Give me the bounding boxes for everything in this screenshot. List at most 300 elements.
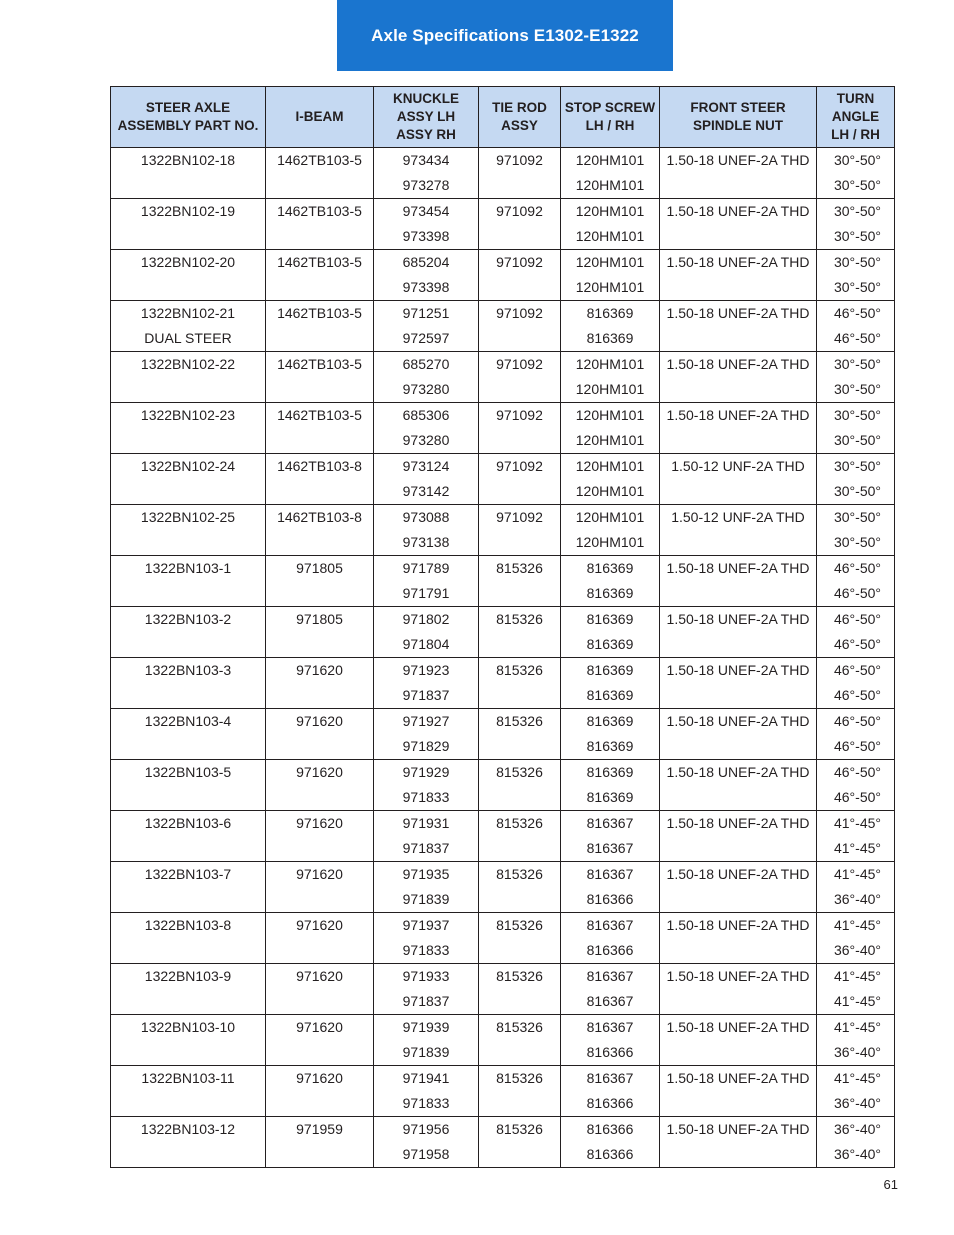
tie-rod-assy-cell	[479, 734, 561, 760]
steer-axle-part-no-cell: 1322BN102-20	[111, 250, 266, 276]
steer-axle-part-no-cell	[111, 275, 266, 301]
i-beam-cell	[266, 1040, 374, 1066]
page-title: Axle Specifications E1302-E1322	[371, 25, 639, 45]
steer-axle-part-no-cell: 1322BN103-6	[111, 811, 266, 837]
steer-axle-part-no-cell: 1322BN103-2	[111, 607, 266, 633]
steer-axle-part-no-cell	[111, 1142, 266, 1168]
spindle-nut-cell	[660, 173, 817, 199]
stop-screw-cell: 120HM101	[561, 199, 660, 225]
table-row	[111, 1091, 895, 1117]
i-beam-cell	[266, 734, 374, 760]
steer-axle-part-no-cell	[111, 581, 266, 607]
spindle-nut-cell: 1.50-18 UNEF-2A THD	[660, 862, 817, 888]
stop-screw-cell: 816367	[561, 836, 660, 862]
knuckle-assy-cell: 971833	[374, 1091, 479, 1117]
knuckle-assy-cell: 971839	[374, 1040, 479, 1066]
table-row	[111, 352, 895, 378]
page-number: 61	[883, 1177, 898, 1192]
steer-axle-part-no-cell	[111, 428, 266, 454]
table-row	[111, 326, 895, 352]
stop-screw-cell: 816369	[561, 632, 660, 658]
i-beam-cell: 971620	[266, 964, 374, 990]
i-beam-cell	[266, 1091, 374, 1117]
knuckle-assy-cell: 685306	[374, 403, 479, 429]
turn-angle-cell: 30°-50°	[817, 199, 895, 225]
stop-screw-cell: 120HM101	[561, 377, 660, 403]
steer-axle-part-no-cell: 1322BN102-22	[111, 352, 266, 378]
turn-angle-cell: 41°-45°	[817, 1015, 895, 1041]
i-beam-cell	[266, 836, 374, 862]
i-beam-cell: 971620	[266, 811, 374, 837]
steer-axle-part-no-cell	[111, 530, 266, 556]
turn-angle-cell: 41°-45°	[817, 964, 895, 990]
knuckle-assy-cell: 685270	[374, 352, 479, 378]
spindle-nut-cell	[660, 275, 817, 301]
steer-axle-part-no-cell	[111, 173, 266, 199]
spindle-nut-cell: 1.50-18 UNEF-2A THD	[660, 658, 817, 684]
stop-screw-cell: 816367	[561, 913, 660, 939]
knuckle-assy-cell: 971837	[374, 683, 479, 709]
spindle-nut-cell	[660, 581, 817, 607]
spindle-nut-cell: 1.50-18 UNEF-2A THD	[660, 556, 817, 582]
spindle-nut-cell: 1.50-18 UNEF-2A THD	[660, 301, 817, 327]
stop-screw-cell: 816367	[561, 1015, 660, 1041]
table-row	[111, 556, 895, 582]
table-header-row	[111, 87, 895, 148]
tie-rod-assy-cell: 971092	[479, 454, 561, 480]
header-text: I-BEAM	[295, 109, 344, 124]
table-row	[111, 658, 895, 684]
turn-angle-cell: 46°-50°	[817, 734, 895, 760]
knuckle-assy-cell: 971837	[374, 836, 479, 862]
header-text: TIE ROD	[492, 100, 547, 115]
table-row	[111, 709, 895, 735]
turn-angle-cell: 30°-50°	[817, 352, 895, 378]
stop-screw-cell: 120HM101	[561, 250, 660, 276]
table-row	[111, 734, 895, 760]
i-beam-cell: 971805	[266, 607, 374, 633]
steer-axle-part-no-cell: 1322BN102-21	[111, 301, 266, 327]
turn-angle-cell: 30°-50°	[817, 148, 895, 174]
stop-screw-cell: 816369	[561, 658, 660, 684]
tie-rod-assy-cell: 815326	[479, 913, 561, 939]
turn-angle-cell: 30°-50°	[817, 403, 895, 429]
turn-angle-cell: 41°-45°	[817, 862, 895, 888]
steer-axle-part-no-cell	[111, 224, 266, 250]
spindle-nut-cell	[660, 530, 817, 556]
knuckle-assy-cell: 973398	[374, 275, 479, 301]
table-row	[111, 607, 895, 633]
knuckle-assy-cell: 971804	[374, 632, 479, 658]
tie-rod-assy-cell	[479, 224, 561, 250]
table-row	[111, 530, 895, 556]
tie-rod-assy-cell	[479, 836, 561, 862]
turn-angle-cell: 30°-50°	[817, 377, 895, 403]
tie-rod-assy-cell	[479, 275, 561, 301]
stop-screw-cell: 816366	[561, 938, 660, 964]
knuckle-assy-cell: 971935	[374, 862, 479, 888]
i-beam-cell: 1462TB103-5	[266, 352, 374, 378]
knuckle-assy-cell: 971791	[374, 581, 479, 607]
spindle-nut-cell	[660, 479, 817, 505]
steer-axle-part-no-cell	[111, 632, 266, 658]
stop-screw-cell: 816369	[561, 556, 660, 582]
i-beam-cell: 1462TB103-8	[266, 505, 374, 531]
knuckle-assy-cell: 971833	[374, 785, 479, 811]
tie-rod-assy-cell: 971092	[479, 505, 561, 531]
stop-screw-cell: 816366	[561, 1142, 660, 1168]
steer-axle-part-no-cell	[111, 683, 266, 709]
table-row	[111, 454, 895, 480]
knuckle-assy-cell: 971839	[374, 887, 479, 913]
turn-angle-cell: 36°-40°	[817, 1142, 895, 1168]
table-row	[111, 1117, 895, 1143]
i-beam-cell	[266, 428, 374, 454]
i-beam-cell: 971620	[266, 709, 374, 735]
table-row	[111, 428, 895, 454]
spindle-nut-cell	[660, 734, 817, 760]
tie-rod-assy-cell	[479, 683, 561, 709]
i-beam-cell	[266, 530, 374, 556]
spindle-nut-cell	[660, 224, 817, 250]
spindle-nut-cell	[660, 938, 817, 964]
spindle-nut-cell: 1.50-18 UNEF-2A THD	[660, 403, 817, 429]
spindle-nut-cell	[660, 785, 817, 811]
stop-screw-cell: 816367	[561, 811, 660, 837]
knuckle-assy-cell: 971956	[374, 1117, 479, 1143]
stop-screw-cell: 816366	[561, 1091, 660, 1117]
table-row	[111, 938, 895, 964]
turn-angle-cell: 46°-50°	[817, 326, 895, 352]
table-row	[111, 785, 895, 811]
stop-screw-cell: 816367	[561, 862, 660, 888]
header-i-beam	[266, 87, 374, 148]
tie-rod-assy-cell: 815326	[479, 1015, 561, 1041]
table-row	[111, 224, 895, 250]
stop-screw-cell: 120HM101	[561, 530, 660, 556]
table-row	[111, 301, 895, 327]
tie-rod-assy-cell	[479, 479, 561, 505]
turn-angle-cell: 46°-50°	[817, 683, 895, 709]
i-beam-cell: 971620	[266, 913, 374, 939]
stop-screw-cell: 120HM101	[561, 275, 660, 301]
i-beam-cell: 1462TB103-5	[266, 148, 374, 174]
spindle-nut-cell	[660, 377, 817, 403]
steer-axle-part-no-cell	[111, 938, 266, 964]
steer-axle-part-no-cell	[111, 1040, 266, 1066]
spindle-nut-cell: 1.50-18 UNEF-2A THD	[660, 1117, 817, 1143]
turn-angle-cell: 41°-45°	[817, 989, 895, 1015]
spindle-nut-cell	[660, 1040, 817, 1066]
turn-angle-cell: 36°-40°	[817, 938, 895, 964]
turn-angle-cell: 41°-45°	[817, 811, 895, 837]
tie-rod-assy-cell	[479, 173, 561, 199]
turn-angle-cell: 41°-45°	[817, 913, 895, 939]
spindle-nut-cell	[660, 683, 817, 709]
turn-angle-cell: 46°-50°	[817, 785, 895, 811]
stop-screw-cell: 816369	[561, 734, 660, 760]
spindle-nut-cell: 1.50-18 UNEF-2A THD	[660, 352, 817, 378]
table-row	[111, 683, 895, 709]
i-beam-cell	[266, 1142, 374, 1168]
header-text: STOP SCREW	[564, 100, 656, 115]
knuckle-assy-cell: 971931	[374, 811, 479, 837]
stop-screw-cell: 120HM101	[561, 403, 660, 429]
knuckle-assy-cell: 972597	[374, 326, 479, 352]
steer-axle-part-no-cell: 1322BN103-1	[111, 556, 266, 582]
table-row	[111, 581, 895, 607]
tie-rod-assy-cell	[479, 1040, 561, 1066]
i-beam-cell: 1462TB103-5	[266, 199, 374, 225]
stop-screw-cell: 120HM101	[561, 352, 660, 378]
turn-angle-cell: 46°-50°	[817, 658, 895, 684]
tie-rod-assy-cell: 815326	[479, 709, 561, 735]
header-tie-rod	[479, 87, 561, 148]
spindle-nut-cell: 1.50-18 UNEF-2A THD	[660, 1066, 817, 1092]
knuckle-assy-cell: 973124	[374, 454, 479, 480]
steer-axle-part-no-cell: DUAL STEER	[111, 326, 266, 352]
spindle-nut-cell	[660, 836, 817, 862]
i-beam-cell	[266, 989, 374, 1015]
spindle-nut-cell	[660, 428, 817, 454]
knuckle-assy-cell: 971837	[374, 989, 479, 1015]
steer-axle-part-no-cell	[111, 989, 266, 1015]
table-row	[111, 505, 895, 531]
spindle-nut-cell	[660, 989, 817, 1015]
i-beam-cell: 1462TB103-5	[266, 250, 374, 276]
spindle-nut-cell: 1.50-12 UNF-2A THD	[660, 454, 817, 480]
spindle-nut-cell	[660, 326, 817, 352]
stop-screw-cell: 816366	[561, 1117, 660, 1143]
knuckle-assy-cell: 685204	[374, 250, 479, 276]
i-beam-cell	[266, 479, 374, 505]
header-text: ASSY	[501, 118, 538, 133]
table-row	[111, 989, 895, 1015]
table-row	[111, 760, 895, 786]
turn-angle-cell: 46°-50°	[817, 709, 895, 735]
knuckle-assy-cell: 973454	[374, 199, 479, 225]
knuckle-assy-cell: 971939	[374, 1015, 479, 1041]
stop-screw-cell: 816369	[561, 326, 660, 352]
spindle-nut-cell: 1.50-18 UNEF-2A THD	[660, 760, 817, 786]
spindle-nut-cell: 1.50-18 UNEF-2A THD	[660, 1015, 817, 1041]
table-row	[111, 403, 895, 429]
steer-axle-part-no-cell: 1322BN103-3	[111, 658, 266, 684]
turn-angle-cell: 36°-40°	[817, 1091, 895, 1117]
steer-axle-part-no-cell: 1322BN102-25	[111, 505, 266, 531]
title-banner	[337, 0, 673, 71]
turn-angle-cell: 46°-50°	[817, 607, 895, 633]
steer-axle-part-no-cell	[111, 479, 266, 505]
steer-axle-part-no-cell: 1322BN103-7	[111, 862, 266, 888]
knuckle-assy-cell: 971923	[374, 658, 479, 684]
header-turn-angle	[817, 87, 895, 148]
i-beam-cell	[266, 326, 374, 352]
stop-screw-cell: 816369	[561, 760, 660, 786]
turn-angle-cell: 46°-50°	[817, 632, 895, 658]
knuckle-assy-cell: 971833	[374, 938, 479, 964]
table-row	[111, 887, 895, 913]
i-beam-cell	[266, 275, 374, 301]
tie-rod-assy-cell: 971092	[479, 301, 561, 327]
spindle-nut-cell: 1.50-18 UNEF-2A THD	[660, 913, 817, 939]
tie-rod-assy-cell	[479, 326, 561, 352]
i-beam-cell: 971620	[266, 658, 374, 684]
tie-rod-assy-cell: 815326	[479, 862, 561, 888]
steer-axle-part-no-cell	[111, 734, 266, 760]
steer-axle-part-no-cell: 1322BN102-24	[111, 454, 266, 480]
i-beam-cell	[266, 377, 374, 403]
table-row	[111, 1015, 895, 1041]
turn-angle-cell: 30°-50°	[817, 428, 895, 454]
spindle-nut-cell: 1.50-18 UNEF-2A THD	[660, 250, 817, 276]
header-text: TURN	[836, 91, 875, 106]
stop-screw-cell: 120HM101	[561, 173, 660, 199]
steer-axle-part-no-cell: 1322BN102-23	[111, 403, 266, 429]
table-row	[111, 964, 895, 990]
spindle-nut-cell: 1.50-18 UNEF-2A THD	[660, 964, 817, 990]
turn-angle-cell: 30°-50°	[817, 173, 895, 199]
turn-angle-cell: 46°-50°	[817, 556, 895, 582]
stop-screw-cell: 816367	[561, 989, 660, 1015]
spindle-nut-cell: 1.50-18 UNEF-2A THD	[660, 607, 817, 633]
turn-angle-cell: 30°-50°	[817, 530, 895, 556]
turn-angle-cell: 30°-50°	[817, 275, 895, 301]
i-beam-cell: 971620	[266, 862, 374, 888]
stop-screw-cell: 120HM101	[561, 224, 660, 250]
stop-screw-cell: 816367	[561, 1066, 660, 1092]
i-beam-cell: 971620	[266, 1015, 374, 1041]
tie-rod-assy-cell: 815326	[479, 1117, 561, 1143]
steer-axle-part-no-cell: 1322BN103-10	[111, 1015, 266, 1041]
spindle-nut-cell: 1.50-18 UNEF-2A THD	[660, 148, 817, 174]
table-row	[111, 250, 895, 276]
stop-screw-cell: 120HM101	[561, 148, 660, 174]
tie-rod-assy-cell: 971092	[479, 148, 561, 174]
table-row	[111, 1066, 895, 1092]
knuckle-assy-cell: 971927	[374, 709, 479, 735]
tie-rod-assy-cell	[479, 377, 561, 403]
header-text: LH / RH	[831, 127, 880, 142]
tie-rod-assy-cell	[479, 581, 561, 607]
knuckle-assy-cell: 973142	[374, 479, 479, 505]
steer-axle-part-no-cell: 1322BN103-8	[111, 913, 266, 939]
steer-axle-part-no-cell: 1322BN103-12	[111, 1117, 266, 1143]
i-beam-cell: 971805	[266, 556, 374, 582]
stop-screw-cell: 120HM101	[561, 479, 660, 505]
table-row	[111, 173, 895, 199]
header-text: ANGLE	[831, 109, 880, 124]
steer-axle-part-no-cell: 1322BN103-9	[111, 964, 266, 990]
header-spindle-nut	[660, 87, 817, 148]
knuckle-assy-cell: 971958	[374, 1142, 479, 1168]
tie-rod-assy-cell	[479, 632, 561, 658]
tie-rod-assy-cell: 971092	[479, 250, 561, 276]
steer-axle-part-no-cell	[111, 1091, 266, 1117]
stop-screw-cell: 120HM101	[561, 454, 660, 480]
spindle-nut-cell	[660, 1142, 817, 1168]
tie-rod-assy-cell: 971092	[479, 352, 561, 378]
stop-screw-cell: 816366	[561, 887, 660, 913]
stop-screw-cell: 816369	[561, 301, 660, 327]
knuckle-assy-cell: 973434	[374, 148, 479, 174]
tie-rod-assy-cell	[479, 938, 561, 964]
header-text: FRONT STEER	[690, 100, 786, 115]
tie-rod-assy-cell: 815326	[479, 607, 561, 633]
i-beam-cell: 971620	[266, 760, 374, 786]
header-text: STEER AXLE	[145, 100, 231, 115]
turn-angle-cell: 46°-50°	[817, 760, 895, 786]
tie-rod-assy-cell: 971092	[479, 199, 561, 225]
tie-rod-assy-cell: 815326	[479, 760, 561, 786]
table-row	[111, 1142, 895, 1168]
tie-rod-assy-cell	[479, 887, 561, 913]
tie-rod-assy-cell	[479, 428, 561, 454]
table-row	[111, 377, 895, 403]
tie-rod-assy-cell	[479, 530, 561, 556]
turn-angle-cell: 41°-45°	[817, 1066, 895, 1092]
header-text: KNUCKLE	[393, 91, 459, 106]
steer-axle-part-no-cell: 1322BN103-4	[111, 709, 266, 735]
spindle-nut-cell: 1.50-18 UNEF-2A THD	[660, 811, 817, 837]
i-beam-cell: 1462TB103-5	[266, 301, 374, 327]
header-text: ASSY RH	[396, 127, 456, 142]
header-knuckle	[374, 87, 479, 148]
knuckle-assy-cell: 971829	[374, 734, 479, 760]
tie-rod-assy-cell	[479, 1091, 561, 1117]
tie-rod-assy-cell	[479, 785, 561, 811]
spindle-nut-cell	[660, 632, 817, 658]
table-row	[111, 148, 895, 174]
i-beam-cell: 1462TB103-5	[266, 403, 374, 429]
tie-rod-assy-cell	[479, 1142, 561, 1168]
steer-axle-part-no-cell	[111, 887, 266, 913]
stop-screw-cell: 816369	[561, 607, 660, 633]
i-beam-cell	[266, 938, 374, 964]
turn-angle-cell: 30°-50°	[817, 250, 895, 276]
table-row	[111, 632, 895, 658]
knuckle-assy-cell: 973280	[374, 428, 479, 454]
table-row	[111, 862, 895, 888]
i-beam-cell: 971620	[266, 1066, 374, 1092]
table-row	[111, 1040, 895, 1066]
table-row	[111, 913, 895, 939]
i-beam-cell: 1462TB103-8	[266, 454, 374, 480]
knuckle-assy-cell: 971937	[374, 913, 479, 939]
turn-angle-cell: 30°-50°	[817, 479, 895, 505]
knuckle-assy-cell: 971789	[374, 556, 479, 582]
knuckle-assy-cell: 973088	[374, 505, 479, 531]
stop-screw-cell: 120HM101	[561, 428, 660, 454]
stop-screw-cell: 816367	[561, 964, 660, 990]
knuckle-assy-cell: 973398	[374, 224, 479, 250]
tie-rod-assy-cell	[479, 989, 561, 1015]
i-beam-cell	[266, 887, 374, 913]
table-row	[111, 199, 895, 225]
turn-angle-cell: 30°-50°	[817, 454, 895, 480]
steer-axle-part-no-cell: 1322BN103-5	[111, 760, 266, 786]
steer-axle-part-no-cell	[111, 785, 266, 811]
turn-angle-cell: 30°-50°	[817, 505, 895, 531]
stop-screw-cell: 816369	[561, 709, 660, 735]
spindle-nut-cell: 1.50-18 UNEF-2A THD	[660, 709, 817, 735]
table-row	[111, 811, 895, 837]
i-beam-cell	[266, 224, 374, 250]
i-beam-cell	[266, 632, 374, 658]
header-steer-axle-part-no	[111, 87, 266, 148]
header-stop-screw	[561, 87, 660, 148]
table-row	[111, 479, 895, 505]
